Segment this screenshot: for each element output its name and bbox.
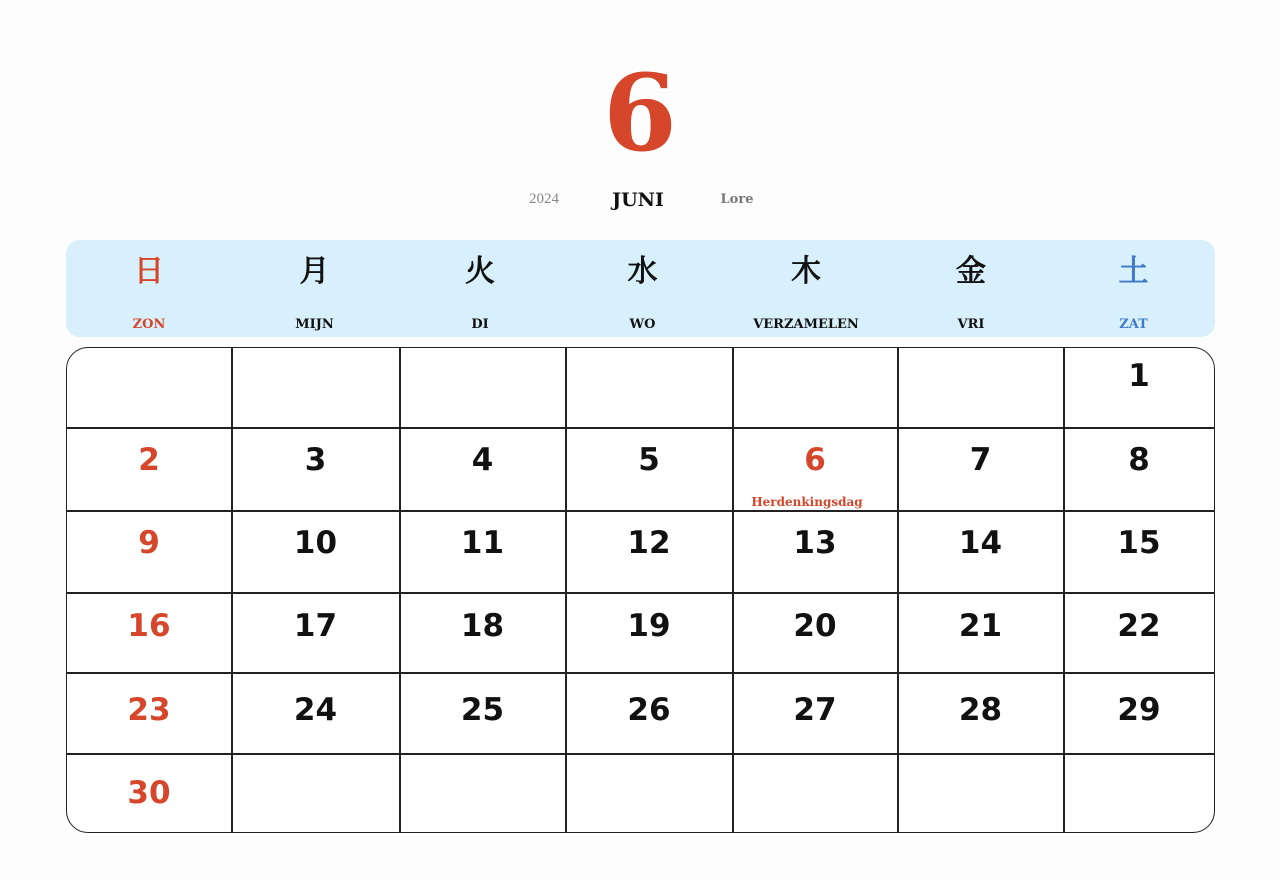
day-cell[interactable]: 16 — [127, 608, 171, 644]
day-cell[interactable]: 18 — [460, 608, 505, 644]
grid-divider — [231, 348, 233, 832]
grid-divider — [1063, 348, 1065, 832]
weekday-label: ZON — [132, 317, 166, 332]
day-cell[interactable]: 27 — [793, 692, 837, 728]
grid-divider — [732, 348, 734, 832]
day-cell[interactable]: 26 — [627, 692, 671, 728]
weekday-header — [66, 240, 1215, 337]
day-cell[interactable]: 15 — [1117, 525, 1161, 561]
year-label: 2024 — [529, 191, 559, 207]
weekday-thursday — [722, 240, 890, 337]
day-cell[interactable]: 19 — [627, 608, 671, 644]
day-cell[interactable]: 8 — [1128, 442, 1150, 478]
weekday-tuesday — [397, 240, 563, 337]
grid-divider — [399, 348, 401, 832]
grid-divider — [67, 672, 1214, 674]
day-cell[interactable]: 2 — [138, 442, 160, 478]
weekday-label: ZAT — [1119, 317, 1148, 332]
day-cell[interactable]: 14 — [958, 525, 1003, 561]
day-cell[interactable]: 20 — [793, 608, 837, 644]
day-cell[interactable]: 30 — [127, 775, 171, 811]
day-cell[interactable]: 13 — [793, 525, 837, 561]
day-cell[interactable]: 1 — [1128, 358, 1150, 394]
weekday-label: VERZAMELEN — [753, 317, 859, 332]
day-cell[interactable]: 25 — [460, 692, 505, 728]
grid-divider — [67, 510, 1214, 512]
day-cell[interactable]: 5 — [638, 442, 660, 478]
day-cell[interactable]: 23 — [127, 692, 171, 728]
weekday-monday — [232, 240, 397, 337]
weekday-sunday — [66, 240, 232, 337]
day-cell[interactable]: 28 — [958, 692, 1003, 728]
weekday-kanji: 木 — [791, 254, 821, 289]
grid-divider — [67, 427, 1214, 429]
weekday-label: WO — [629, 317, 656, 332]
day-cell[interactable]: 3 — [304, 442, 327, 478]
weekday-kanji: 水 — [627, 254, 658, 289]
day-cell-holiday[interactable]: 6 — [804, 442, 826, 478]
weekday-friday — [890, 240, 1052, 337]
day-cell[interactable]: 17 — [293, 608, 338, 644]
day-cell[interactable]: 22 — [1117, 608, 1161, 644]
day-cell[interactable]: 4 — [471, 442, 494, 478]
day-cell[interactable]: 21 — [958, 608, 1003, 644]
calendar-grid — [66, 347, 1215, 833]
weekday-label: MIJN — [295, 317, 334, 332]
day-cell[interactable]: 9 — [138, 525, 160, 561]
holiday-label: Herdenkingsdag — [751, 495, 863, 509]
day-cell[interactable]: 12 — [627, 525, 671, 561]
weekday-wednesday — [563, 240, 722, 337]
weekday-kanji: 日 — [134, 254, 164, 289]
day-cell[interactable]: 29 — [1117, 692, 1161, 728]
lore-label: Lore — [720, 192, 754, 207]
day-cell[interactable]: 7 — [969, 442, 992, 478]
month-name: JUNI — [612, 189, 664, 211]
grid-divider — [67, 753, 1214, 755]
weekday-kanji: 土 — [1118, 254, 1149, 289]
weekday-kanji: 月 — [299, 254, 330, 289]
weekday-label: VRI — [957, 317, 985, 332]
grid-divider — [565, 348, 567, 832]
month-number: 6 — [603, 50, 677, 175]
day-cell[interactable]: 24 — [293, 692, 338, 728]
grid-divider — [897, 348, 899, 832]
weekday-label: DI — [471, 317, 489, 332]
weekday-saturday — [1052, 240, 1215, 337]
grid-divider — [67, 592, 1214, 594]
day-cell[interactable]: 10 — [293, 525, 338, 561]
day-cell[interactable]: 11 — [460, 525, 505, 561]
weekday-kanji: 火 — [465, 254, 495, 289]
weekday-kanji: 金 — [956, 254, 986, 289]
